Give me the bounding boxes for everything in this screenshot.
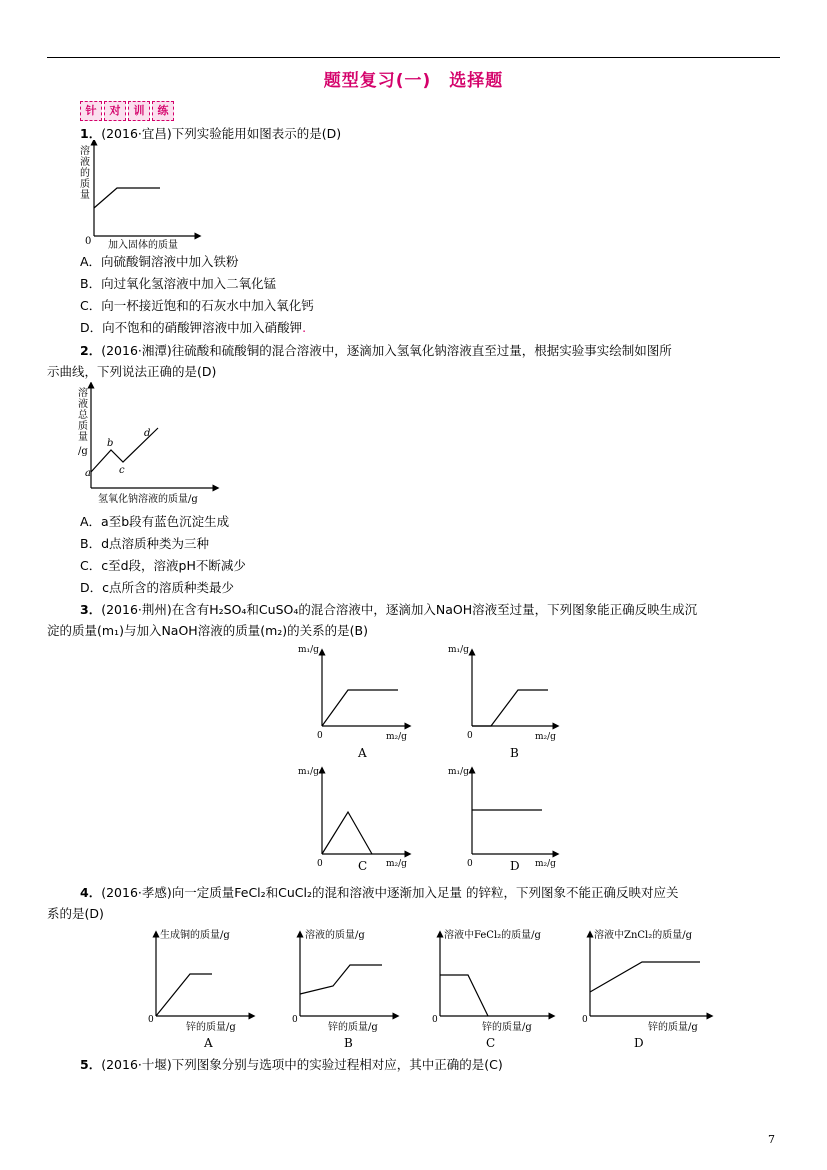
page-number: 7 <box>768 1133 775 1146</box>
q4-d-ylabel: 溶液中ZnCl₂的质量/g <box>594 930 693 941</box>
q3-d-origin: 0 <box>467 859 473 869</box>
q2-number: 2． <box>80 343 102 358</box>
q3-c-xlabel: m₂/g <box>386 859 407 869</box>
q4-d-origin: 0 <box>582 1015 588 1025</box>
q3-b-ylabel: m₁/g <box>448 645 469 655</box>
q4-d-label: D <box>634 1036 644 1050</box>
q4-c-ylabel: 溶液中FeCl₂的质量/g <box>444 930 541 941</box>
q1-xlabel: 加入固体的质量 <box>108 240 178 251</box>
q3-chart-a <box>298 645 408 760</box>
q4-charts <box>140 924 720 1052</box>
q4-a-ylabel: 生成铜的质量/g <box>160 930 230 941</box>
q1-option-a: A．向硫酸铜溶液中加入铁粉 <box>80 254 239 269</box>
q1-ylabel-char: 溶 <box>80 146 90 157</box>
q4-b-origin: 0 <box>292 1015 298 1025</box>
q2-ylabel-char: 溶 <box>78 388 88 399</box>
q2-xlabel: 氢氧化钠溶液的质量/g <box>98 494 198 505</box>
q3-c-ylabel: m₁/g <box>298 767 319 777</box>
q3-a-curve <box>322 690 398 726</box>
q4-a-xlabel: 锌的质量/g <box>186 1022 236 1033</box>
q1-ylabel-char: 量 <box>80 190 90 201</box>
q2-stem-line2: 示曲线，下列说法正确的是(D) <box>47 364 217 379</box>
q2-point-c: c <box>119 465 125 476</box>
q2-point-a: a <box>85 468 91 479</box>
badge-char: 练 <box>152 101 174 121</box>
q2-ylabel-char: /g <box>78 446 88 457</box>
q1-origin: 0 <box>85 236 92 247</box>
q4-a-origin: 0 <box>148 1015 154 1025</box>
q3-d-ylabel: m₁/g <box>448 767 469 777</box>
page-title: 题型复习(一) 选择题 <box>323 71 504 91</box>
q1-ylabel-char: 质 <box>80 179 90 190</box>
q4-stem-line1 <box>80 883 679 903</box>
q3-charts <box>290 640 570 872</box>
q3-text-1: (2016·荆州)在含有H₂SO₄和CuSO₄的混合溶液中，逐滴加入NaOH溶液至过量，下列图象能正确反映生成沉 <box>101 602 698 617</box>
q1-option-d-text: D．向不饱和的硝酸钾溶液中加入硝酸钾 <box>80 320 303 335</box>
q4-chart-a <box>148 928 252 1050</box>
q3-number: 3． <box>80 602 102 617</box>
q5-text: (2016·十堰)下列图象分别与选项中的实验过程相对应，其中正确的是(C) <box>101 1057 503 1072</box>
q1-ylabel-char: 的 <box>80 168 90 179</box>
q3-chart-d <box>448 767 556 872</box>
q4-b-curve <box>300 965 382 994</box>
q2-option-d: D．c点所含的溶质种类最少 <box>80 580 234 595</box>
q3-b-label: B <box>510 746 519 760</box>
q2-ylabel-char: 量 <box>78 432 88 443</box>
q2-option-c: C．c至d段，溶液pH不断减少 <box>80 558 246 573</box>
q1-option-c: C．向一杯接近饱和的石灰水中加入氧化钙 <box>80 298 314 313</box>
q3-b-origin: 0 <box>467 731 473 741</box>
q3-a-ylabel: m₁/g <box>298 645 319 655</box>
section-badge <box>80 101 174 121</box>
q2-point-d: d <box>144 428 151 439</box>
q4-d-curve <box>590 962 700 992</box>
q5-number: 5． <box>80 1057 102 1072</box>
q4-c-label: C <box>486 1036 496 1050</box>
q1-number: 1． <box>80 126 102 141</box>
q3-a-xlabel: m₂/g <box>386 732 407 742</box>
q4-stem-line2: 系的是(D) <box>47 906 104 921</box>
q3-b-xlabel: m₂/g <box>535 732 556 742</box>
q2-ylabel-char: 液 <box>78 399 88 410</box>
q4-a-curve <box>156 974 212 1016</box>
q4-a-label: A <box>204 1036 213 1050</box>
q3-chart-b <box>448 645 556 760</box>
badge-char: 训 <box>128 101 150 121</box>
q4-chart-d <box>582 928 710 1050</box>
q2-chart <box>74 382 220 508</box>
q2-point-b: b <box>107 438 114 449</box>
q1-text: (2016·宜昌)下列实验能用如图表示的是(D) <box>101 126 342 141</box>
q4-text-1: (2016·孝感)向一定质量FeCl₂和CuCl₂的混和溶液中逐渐加入足量 的锌粒，下列图象不能正确反映对应关 <box>101 885 679 900</box>
q3-c-curve <box>322 812 372 854</box>
q4-b-ylabel: 溶液的质量/g <box>305 930 365 941</box>
q1-curve <box>94 188 160 208</box>
mark-dot: . <box>302 320 307 335</box>
q1-chart <box>74 140 204 252</box>
header-rule <box>47 57 780 58</box>
q2-ylabel-char: 总 <box>78 410 88 421</box>
q3-c-label: C <box>358 859 368 872</box>
q1-option-d <box>80 318 306 338</box>
q4-chart-c <box>432 928 552 1050</box>
q4-d-xlabel: 锌的质量/g <box>648 1022 698 1033</box>
q4-c-origin: 0 <box>432 1015 438 1025</box>
q2-text-1: (2016·湘潭)往硫酸和硫酸铜的混合溶液中，逐滴加入氢氧化钠溶液直至过量，根据实验事实绘制如图所 <box>101 343 672 358</box>
q4-b-xlabel: 锌的质量/g <box>328 1022 378 1033</box>
q3-stem-line2: 淀的质量(m₁)与加入NaOH溶液的质量(m₂)的关系的是(B) <box>47 623 368 638</box>
q3-d-xlabel: m₂/g <box>535 859 556 869</box>
q3-c-origin: 0 <box>317 859 323 869</box>
q2-option-b: B．d点溶质种类为三种 <box>80 536 210 551</box>
q1-option-b: B．向过氧化氢溶液中加入二氧化锰 <box>80 276 277 291</box>
q3-stem-line1 <box>80 600 697 620</box>
q4-chart-b <box>292 928 396 1050</box>
q3-a-label: A <box>358 746 367 760</box>
q3-a-origin: 0 <box>317 731 323 741</box>
q4-c-xlabel: 锌的质量/g <box>482 1022 532 1033</box>
badge-char: 针 <box>80 101 102 121</box>
q3-d-label: D <box>510 859 520 872</box>
q4-c-curve <box>440 975 488 1016</box>
q3-chart-c <box>298 767 408 872</box>
q5-stem <box>80 1055 503 1075</box>
q4-number: 4． <box>80 885 102 900</box>
q2-ylabel-char: 质 <box>78 421 88 432</box>
q3-b-curve <box>472 690 548 726</box>
q2-stem-line1 <box>80 341 672 361</box>
badge-char: 对 <box>104 101 126 121</box>
q2-option-a: A．a至b段有蓝色沉淀生成 <box>80 514 230 529</box>
q1-ylabel-char: 液 <box>80 157 90 168</box>
q4-b-label: B <box>344 1036 353 1050</box>
